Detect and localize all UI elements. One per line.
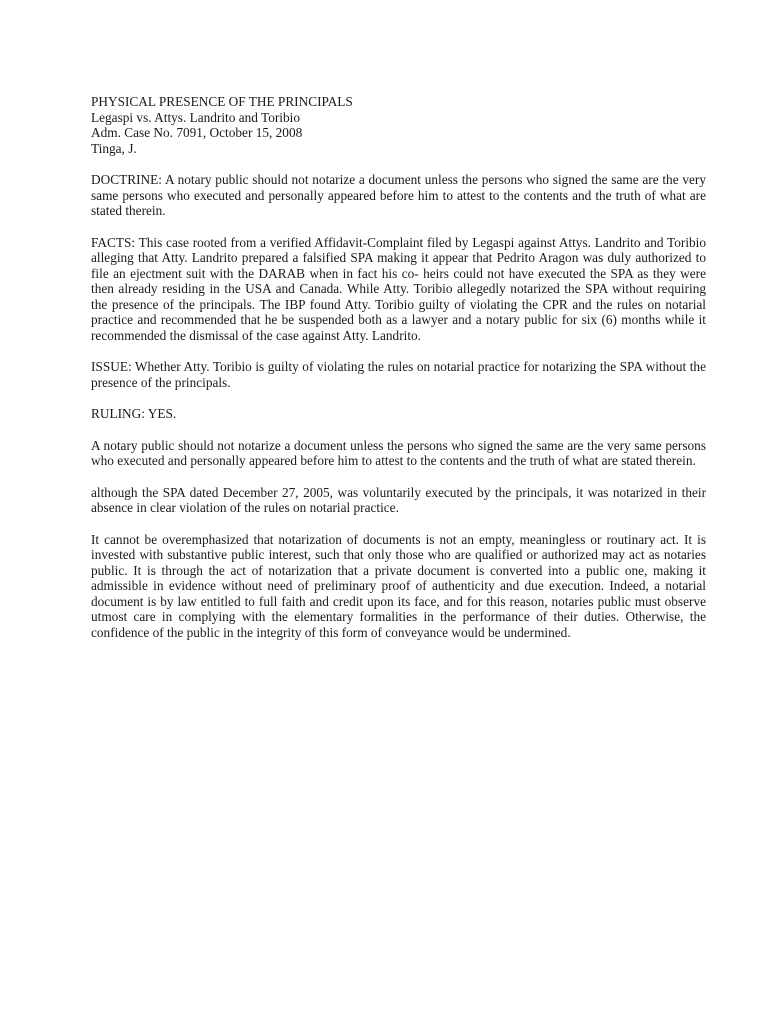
spacer [91, 219, 706, 235]
facts-paragraph: FACTS: This case rooted from a verified Affidavit-Complaint filed by Legaspi against Attys. Landrito and Toribio alleging that Atty. Landrito prepared a falsified SPA making it appear that Pedrito Aragon was duly authorized to file an ejectment suit with the DARAB when in fact his co- heirs could not have executed the SPA as they were then already residing in the USA and Canada. While Atty. Toribio allegedly notarized the SPA without requiring the presence of the principals. The IBP found Atty. Toribio guilty of violating the CPR and the rules on notarial practice and recommended that he be suspended both as a lawyer and a notary public for six (6) months while it recommended the dismissal of the case against Atty. Landrito. [91, 234, 706, 343]
ruling-paragraph-2: although the SPA dated December 27, 2005, was voluntarily executed by the principals, it was notarized in their absence in clear violation of the rules on notarial practice. [91, 484, 706, 515]
spacer [91, 422, 706, 438]
spacer [91, 469, 706, 485]
case-header [91, 94, 706, 156]
ruling-paragraph-1: A notary public should not notarize a document unless the persons who signed the same are the very same persons who executed and personally appeared before him to attest to the contents and the truth of what are stated therein. [91, 437, 706, 468]
ruling-heading: RULING: YES. [91, 406, 177, 421]
ruling-paragraph-3: It cannot be overemphasized that notarization of documents is not an empty, meaningless or routinary act. It is invested with substantive public interest, such that only those who are qualified or authorized may act as notaries public. It is through the act of notarization that a private document is converted into a public one, making it admissible in evidence without need of preliminary proof of authenticity and due execution. Indeed, a notarial document is by law entitled to full faith and credit upon its face, and for this reason, notaries public must observe utmost care in complying with the elementary formalities in the performance of their duties. Otherwise, the confidence of the public in the integrity of this form of conveyance would be undermined. [91, 531, 706, 640]
document-title: PHYSICAL PRESENCE OF THE PRINCIPALS [91, 94, 353, 109]
spacer [91, 516, 706, 532]
document-page [91, 94, 706, 640]
issue-paragraph: ISSUE: Whether Atty. Toribio is guilty of violating the rules on notarial practice for notarizing the SPA without the presence of the principals. [91, 359, 706, 390]
case-number: Adm. Case No. 7091, October 15, 2008 [91, 125, 303, 140]
spacer [91, 343, 706, 359]
spacer [91, 390, 706, 406]
ponente: Tinga, J. [91, 140, 137, 156]
spacer [91, 156, 706, 172]
case-name: Legaspi vs. Attys. Landrito and Toribio [91, 109, 300, 125]
doctrine-paragraph: DOCTRINE: A notary public should not notarize a document unless the persons who signed the same are the very same persons who executed and personally appeared before him to attest to the contents and the truth of what are stated therein. [91, 172, 706, 218]
